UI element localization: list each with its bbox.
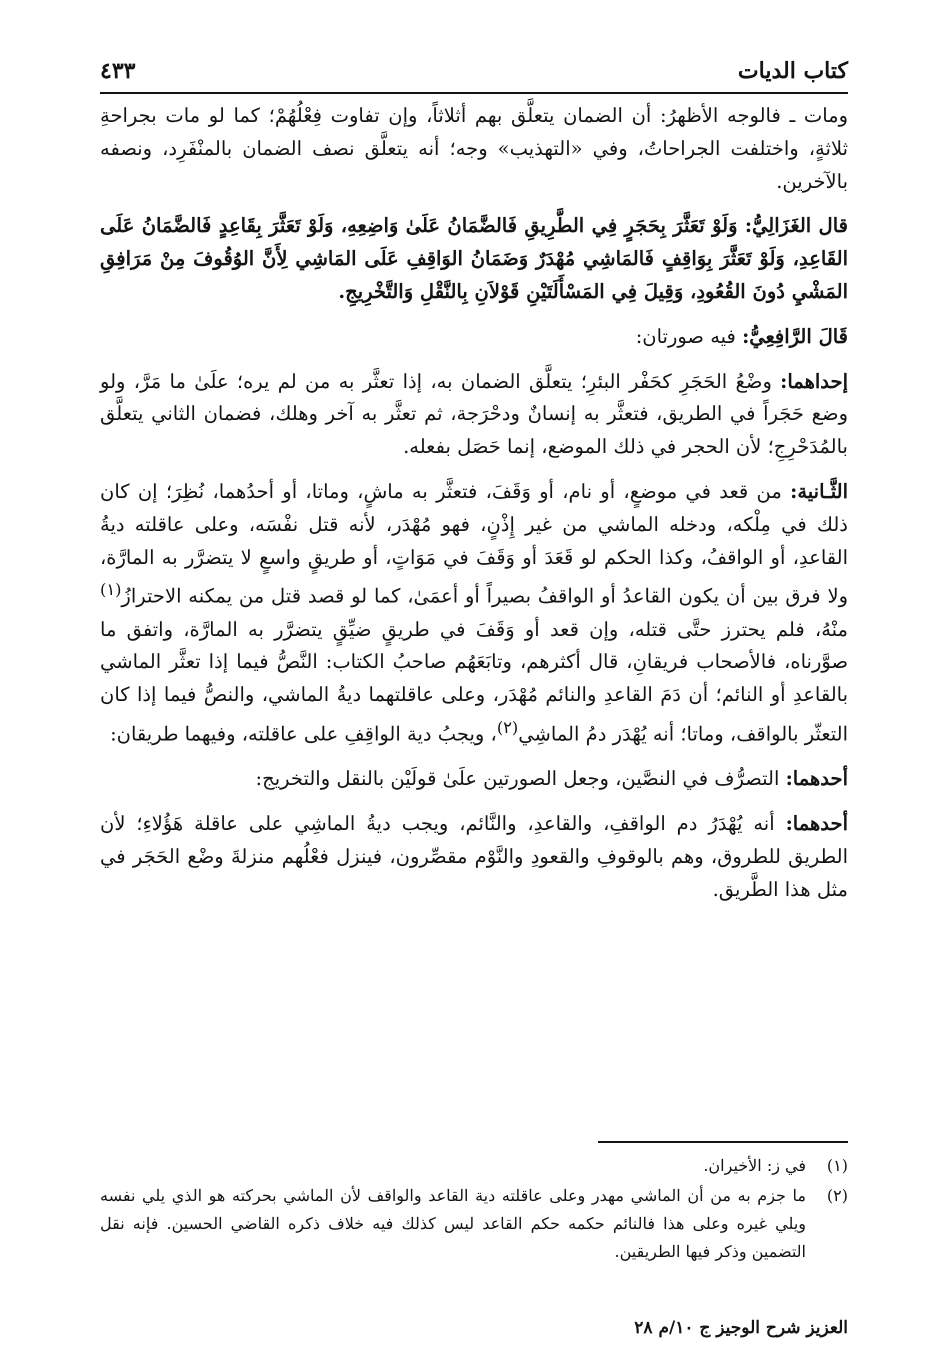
- second-case-text-c: ، ويجبُ دية الواقِفِ على عاقلته، وفيهما طريقان:: [110, 722, 497, 746]
- paragraph-1: [100, 100, 848, 198]
- method-1-text: التصرُّف في النصَّين، وجعل الصورتين علَىٰ قولَيْن بالنقل والتخريج:: [255, 767, 780, 791]
- rafii-text: فيه صورتان:: [635, 324, 736, 348]
- opinion-1-lead: أحدهما:: [785, 812, 848, 836]
- paragraph-method-1: [100, 763, 848, 796]
- ghazali-lead: قال الغَزَالِيُّ:: [744, 214, 848, 238]
- first-case-lead: إحداهما:: [780, 369, 848, 393]
- footnote-2: [100, 1182, 848, 1266]
- footnote-divider: [598, 1141, 848, 1143]
- footnote-1-marker: (١): [826, 1156, 848, 1175]
- page-number: ٤٣٣: [100, 58, 136, 84]
- paragraph-opinion-1: [100, 808, 848, 906]
- footnote-1-text: في ز: الأخيران.: [703, 1156, 806, 1175]
- ghazali-text: وَلَوْ تَعَثَّرَ بِحَجَرٍ فِي الطَّرِيقِ فَالضَّمَانُ عَلَىٰ وَاضِعِهِ، وَلَوْ تَعَثَّرَ بِقَاعِدٍ فَالضَّمَانُ عَلَى القَاعِدِ، وَلَوْ تَعَثَّرَ بِوَاقِفٍ فَالمَاشِي مُهْدَرٌ وَضَمَانُ الوَاقِفِ عَلَى المَاشِي لِأَنَّ الوُقُوفَ مِنْ مَرَافِقِ المَشْيِ دُونَ القُعُودِ، وَقِيلَ فِي المَسْأَلَتَيْنِ قَوْلاَنِ بِالنَّقْلِ وَالتَّخْرِيجِ.: [100, 214, 848, 303]
- footnote-2-marker: (٢): [826, 1186, 848, 1205]
- first-case-text: وضْعُ الحَجَرِ كحَفْر البئرِ؛ يتعلَّق الضمان به، إذا تعثَّر به من لم يره؛ علَىٰ ما مَرَّ، ولو وضع حَجَراً في الطريق، فتعثَّر به إنسانٌ ودحْرَجة، ثم تعثَّر به آخر وهلك، فضمان الثاني يتعلَّق بالمُدَحْرِجِ؛ لأن الحجر في ذلك الموضع، إنما حَصَل بفعله.: [100, 369, 848, 459]
- chapter-title: كتاب الديات: [737, 58, 848, 84]
- footnotes: [100, 1152, 848, 1268]
- footnote-1: [100, 1152, 848, 1180]
- paragraph-rafii: [100, 321, 848, 354]
- method-1-lead: أحدهما:: [785, 767, 848, 791]
- footnote-2-text: ما جزم به من أن الماشي مهدر وعلى عاقلته دية القاعد والواقف لأن الماشي بحركته هو الذي يلي نفسه ويلي غيره وعلى هذا فالنائم حكمه حكم القاعد ليس كذلك فيه خلاف ذكره القاضي الحسين. فإنه نقل التضمين وذكر فيها الطريقين.: [100, 1186, 806, 1261]
- paragraph-ghazali: [100, 210, 848, 308]
- page-header: [100, 52, 848, 94]
- paragraph-1-text: ومات ـ فالوجه الأظهرُ: أن الضمان يتعلَّق بهم أثلاثاً، وإن تفاوت فِعْلُهُمْ؛ كما لو مات بجراحةِ ثلاثةٍ، واختلفت الجراحاتُ، وفي «التهذيب» وجه؛ أنه يتعلَّق نصف الضمان بالمنْفَرِد، ونصفه بالآخرين.: [100, 104, 848, 193]
- footnote-ref-1: (١): [100, 580, 122, 600]
- second-case-text-a: من قعد في موضعٍ، أو نام، أو وَقَفَ، فتعثَّر به ماشٍ، وماتا، أو أحدُهما، نُظِرَ؛ إن كان ذلك في مِلْكه، ودخله الماشي من غير إِذْنٍ، فهو مُهْدَر، لأنه قتل نفْسَه، وعلى عاقلته ديةُ القاعدِ، أو الواقفُ، وكذا الحكم لو قَعَدَ أو وَقَفَ في مَوَاتٍ، أو طريقٍ واسعٍ لا يتضرَّر به المارَّة، ولا فرق بين أن يكون القاعدُ أو الواقفُ بصيراً أو أعمَىٰ، كما لو قصد قتل من يمكنه الاحترازُ: [100, 479, 848, 608]
- paragraph-first-case: [100, 366, 848, 464]
- main-text: [100, 100, 848, 919]
- second-case-text-b: منْهُ، فلم يحترز حتَّى قتله، وإن قعد أو وَقَفَ في طريقٍ ضيِّقٍ يتضرَّر به المارَّة، واتفق ما صوَّرناه، فالأصحاب فريقانِ، قال أكثرهم، وتابَعَهُم صاحبُ الكتاب: النَّصُّ فيما إذا تعثَّر الماشي بالقاعدِ أو النائم؛ أن دَمَ القاعدِ والنائم مُهْدَر، وعلى عاقلتهما ديةُ الماشي، والنصُّ فيما إذا كان التعثّر بالواقف، وماتا؛ أنه يُهْدَر دمُ الماشِي: [100, 617, 848, 746]
- paragraph-second-case: [100, 476, 848, 751]
- second-case-lead: الثَّـانية:: [790, 479, 849, 503]
- footnote-ref-2: (٢): [496, 718, 519, 738]
- signature-line: العزيز شرح الوجيز ج ١٠/م ٢٨: [634, 1318, 848, 1338]
- rafii-lead: قَالَ الرَّافِعِيُّ:: [742, 324, 848, 348]
- opinion-1-text: أنه يُهْدَرُ دم الواقفِ، والقاعدِ، والنَّائم، ويجب ديةُ الماشِي على عاقلة هَؤُلاءِ؛ لأن الطريق للطروق، وهم بالوقوفِ والقعودِ والنَّوْم مقصِّرون، فينزل فعْلُهم منزلةَ وضْع الحَجَر في مثل هذا الطَّريق.: [100, 812, 848, 901]
